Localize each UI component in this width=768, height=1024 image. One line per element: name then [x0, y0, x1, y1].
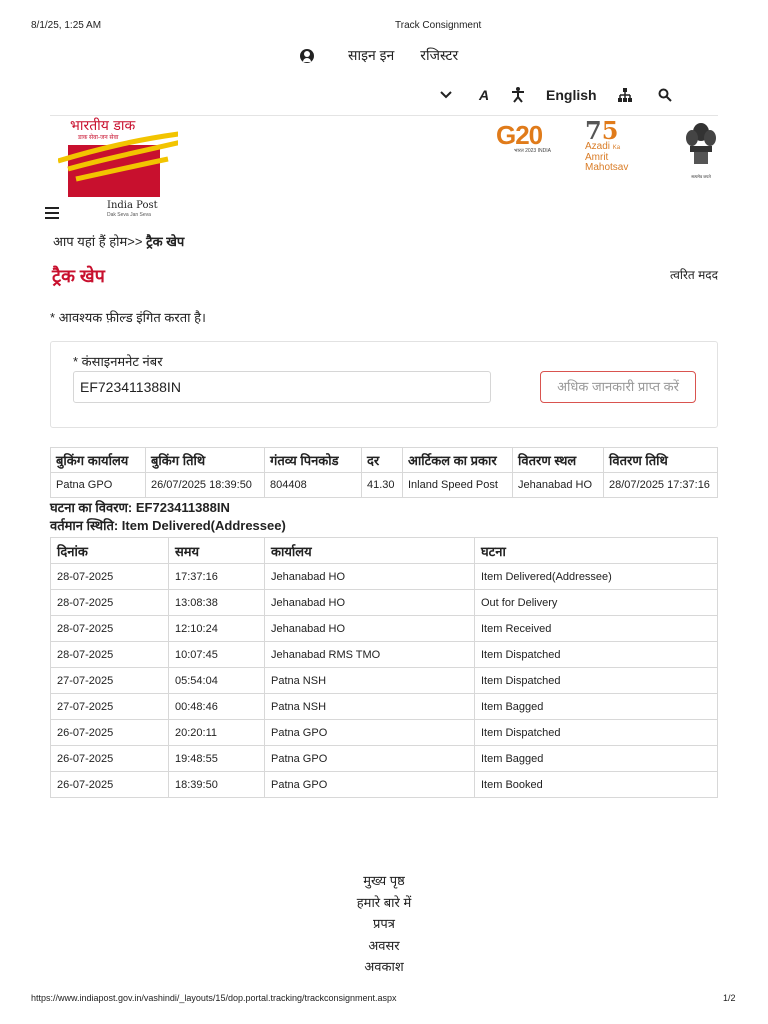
- booking-cell: Inland Speed Post: [403, 473, 513, 498]
- quick-help-link[interactable]: त्वरित मदद: [670, 268, 718, 282]
- g20-tagline: भारत 2023 INDIA: [514, 148, 551, 154]
- event-row: [51, 772, 718, 798]
- event-cell: Jehanabad HO: [265, 564, 475, 590]
- event-summary: [50, 499, 286, 535]
- event-row: [51, 694, 718, 720]
- chevron-down-icon[interactable]: [436, 84, 456, 106]
- tracking-form: [50, 341, 718, 428]
- breadcrumb-prefix: आप यहां हैं होम>>: [53, 234, 147, 249]
- booking-row: [51, 473, 718, 498]
- event-cell: Jehanabad HO: [265, 616, 475, 642]
- event-cell: Patna NSH: [265, 668, 475, 694]
- event-row: [51, 668, 718, 694]
- hamburger-menu-icon[interactable]: [45, 207, 59, 222]
- event-cell: 10:07:45: [169, 642, 265, 668]
- event-cell: Patna GPO: [265, 746, 475, 772]
- event-cell: 27-07-2025: [51, 668, 169, 694]
- event-cell: Patna GPO: [265, 772, 475, 798]
- event-cell: 28-07-2025: [51, 590, 169, 616]
- event-cell: Patna GPO: [265, 720, 475, 746]
- event-cell: 13:08:38: [169, 590, 265, 616]
- booking-header-cell: बुकिंग तिथि: [146, 448, 265, 473]
- event-cell: 27-07-2025: [51, 694, 169, 720]
- event-cell: 28-07-2025: [51, 616, 169, 642]
- top-nav: [300, 46, 458, 65]
- event-cell: 05:54:04: [169, 668, 265, 694]
- footer-links: [0, 870, 768, 978]
- events-header-cell: घटना: [475, 538, 718, 564]
- search-icon[interactable]: [655, 84, 675, 106]
- event-cell: Out for Delivery: [475, 590, 718, 616]
- event-row: [51, 720, 718, 746]
- brand-english-tagline: Dak Seva Jan Seva: [107, 212, 151, 218]
- booking-cell: 26/07/2025 18:39:50: [146, 473, 265, 498]
- footer-link-holidays[interactable]: अवकाश: [364, 959, 404, 974]
- accessibility-icon[interactable]: [508, 84, 528, 106]
- event-cell: 28-07-2025: [51, 564, 169, 590]
- utility-toolbar: [436, 84, 675, 106]
- event-cell: Jehanabad RMS TMO: [265, 642, 475, 668]
- event-cell: Item Booked: [475, 772, 718, 798]
- current-status: वर्तमान स्थिति: Item Delivered(Addressee): [50, 518, 286, 533]
- national-emblem-icon: [684, 120, 718, 178]
- print-title: Track Consignment: [395, 20, 482, 31]
- azadi-ka-text: Ka: [612, 145, 621, 151]
- event-cell: 28-07-2025: [51, 642, 169, 668]
- azadi-ka-amrit-mahotsav-logo: 75 Azadi Ka Amrit Mahotsav: [585, 120, 650, 166]
- page-title: ट्रैक खेप: [52, 266, 105, 286]
- booking-header-cell: वितरण स्थल: [513, 448, 604, 473]
- booking-header-cell: आर्टिकल का प्रकार: [403, 448, 513, 473]
- booking-header-cell: बुकिंग कार्यालय: [51, 448, 146, 473]
- india-post-logo[interactable]: [52, 120, 197, 220]
- booking-cell: 41.30: [362, 473, 403, 498]
- g20-text: G20: [496, 120, 543, 150]
- event-cell: 17:37:16: [169, 564, 265, 590]
- language-selector[interactable]: English: [546, 87, 597, 103]
- event-row: [51, 642, 718, 668]
- event-cell: 20:20:11: [169, 720, 265, 746]
- events-header-row: [51, 538, 718, 564]
- booking-header-row: [51, 448, 718, 473]
- consignment-number-label: * कंसाइनमनेट नंबर: [73, 354, 163, 369]
- booking-cell: 804408: [265, 473, 362, 498]
- event-cell: Item Dispatched: [475, 642, 718, 668]
- event-cell: 00:48:46: [169, 694, 265, 720]
- breadcrumb: [53, 232, 184, 250]
- footer-link-about[interactable]: हमारे बारे में: [356, 894, 412, 910]
- booking-cell: Jehanabad HO: [513, 473, 604, 498]
- footer-link-forms[interactable]: प्रपत्र: [373, 916, 395, 931]
- signin-link[interactable]: साइन इन: [348, 47, 395, 63]
- events-header-cell: समय: [169, 538, 265, 564]
- g20-logo: [496, 120, 568, 160]
- events-header-cell: कार्यालय: [265, 538, 475, 564]
- sitemap-icon[interactable]: [615, 84, 635, 106]
- event-cell: Item Delivered(Addressee): [475, 564, 718, 590]
- event-cell: 18:39:50: [169, 772, 265, 798]
- event-cell: 26-07-2025: [51, 772, 169, 798]
- event-cell: 26-07-2025: [51, 720, 169, 746]
- event-cell: Item Dispatched: [475, 668, 718, 694]
- event-details-heading: घटना का विवरण: EF723411388IN: [50, 500, 230, 515]
- event-cell: Jehanabad HO: [265, 590, 475, 616]
- booking-header-cell: दर: [362, 448, 403, 473]
- brand-hindi-tagline: डाक सेवा-जन सेवा: [78, 135, 119, 141]
- event-cell: Item Received: [475, 616, 718, 642]
- event-cell: 12:10:24: [169, 616, 265, 642]
- breadcrumb-current: ट्रैक खेप: [146, 234, 185, 249]
- booking-details-table: [50, 447, 718, 498]
- event-row: [51, 746, 718, 772]
- register-link[interactable]: रजिस्टर: [420, 47, 459, 63]
- booking-header-cell: वितरण तिथि: [604, 448, 718, 473]
- event-cell: Item Dispatched: [475, 720, 718, 746]
- event-cell: Patna NSH: [265, 694, 475, 720]
- event-cell: Item Bagged: [475, 694, 718, 720]
- booking-cell: Patna GPO: [51, 473, 146, 498]
- required-field-note: * आवश्यक फ़ील्ड इंगित करता है।: [50, 310, 206, 325]
- brand-english-name: India Post: [107, 200, 158, 211]
- consignment-number-input[interactable]: EF723411388IN: [73, 371, 491, 403]
- brand-hindi-name: भारतीय डाक: [70, 118, 136, 134]
- print-url: https://www.indiapost.gov.in/vashindi/_layouts/15/dop.portal.tracking/trackconsignment.aspx: [31, 993, 397, 1003]
- event-cell: 26-07-2025: [51, 746, 169, 772]
- emblem-caption: सत्यमेव जयते: [691, 174, 711, 179]
- azadi-text: Azadi: [585, 141, 611, 152]
- event-row: [51, 616, 718, 642]
- tracking-events-table: [50, 537, 718, 798]
- user-circle-icon[interactable]: [300, 49, 314, 63]
- amrit-mahotsav-text: Amrit Mahotsav: [585, 152, 629, 173]
- event-row: [51, 590, 718, 616]
- booking-cell: 28/07/2025 17:37:16: [604, 473, 718, 498]
- footer-link-opportunities[interactable]: अवसर: [368, 937, 400, 953]
- print-page-number: 1/2: [723, 993, 736, 1003]
- booking-header-cell: गंतव्य पिनकोड: [265, 448, 362, 473]
- event-cell: Item Bagged: [475, 746, 718, 772]
- text-size-icon[interactable]: A: [478, 87, 490, 103]
- events-header-cell: दिनांक: [51, 538, 169, 564]
- logo-mark: [68, 145, 160, 197]
- footer-link-home[interactable]: मुख्य पृष्ठ: [363, 873, 405, 888]
- print-datetime: 8/1/25, 1:25 AM: [31, 20, 102, 31]
- event-row: [51, 564, 718, 590]
- event-cell: 19:48:55: [169, 746, 265, 772]
- get-more-info-button[interactable]: अधिक जानकारी प्राप्त करें: [540, 371, 696, 403]
